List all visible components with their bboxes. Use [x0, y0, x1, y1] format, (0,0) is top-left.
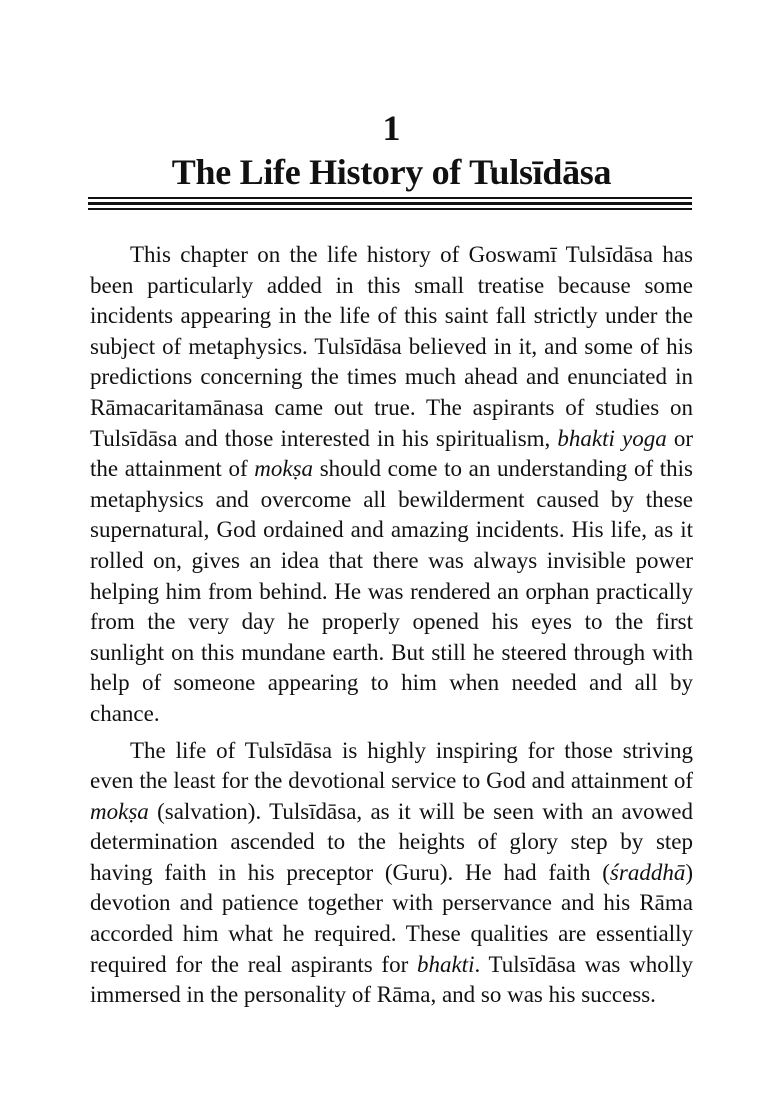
paragraph-text: This chapter on the life history of Goswamī Tulsīdāsa has been particularly added in this small treatise because some incidents appearing in the life of this saint fall strictly under the subject of metaphysics. Tulsīdāsa believed in it, and some of his predictions concerning the times much ahead and enunciated in Rāmacaritamānasa came out true. The aspirants of studies on Tulsīdāsa and those interested in his spiritualism, — [90, 242, 693, 451]
paragraph-text: . Tulsīdāsa was wholly immersed in the personality of Rāma, and so was his success. — [90, 951, 693, 1008]
rule-line-bottom — [88, 208, 692, 210]
paragraph-2 — [90, 736, 693, 1011]
italic-term-moksa: mokṣa — [90, 798, 149, 824]
paragraph-text: ) devotion and patience together with perservance and his Rāma accorded him what he required. These qualities are essentially required for the real aspirants for — [90, 859, 693, 977]
rule-line-middle — [88, 202, 692, 205]
rule-line-top — [88, 197, 692, 199]
italic-term-bhakti: bhakti — [416, 951, 475, 977]
chapter-number: 1 — [382, 108, 401, 148]
italic-term-bhakti-yoga: bhakti yoga — [557, 425, 667, 451]
title-triple-rule — [88, 197, 692, 211]
paragraph-text: The life of Tulsīdāsa is highly inspiring for those striving even the least for the devotional service to God and attainment of — [90, 737, 693, 794]
paragraph-text: (salvation). Tulsīdāsa, as it will be seen with an avowed determination ascended to the heights of glory step by step having faith in his preceptor (Guru). He had faith ( — [90, 798, 693, 885]
italic-term-sraddha: śraddhā — [609, 859, 686, 885]
chapter-body — [90, 240, 693, 1011]
italic-term-moksa: mokṣa — [254, 456, 314, 482]
paragraph-text: or the attainment of — [90, 425, 693, 482]
paragraph-1 — [90, 240, 693, 730]
chapter-title: The Life History of Tulsīdāsa — [171, 152, 612, 192]
paragraph-text: should come to an understanding of this metaphysics and overcome all bewilderment caused by these supernatural, God ordained and amazing incidents. His life, as it rolled on, gives an idea that there was always invisible power helping him from behind. He was rendered an orphan practically from the very day he properly opened his eyes to the first sunlight on this mundane earth. But still he steered through with help of someone appearing to him when needed and all by chance. — [90, 456, 693, 726]
